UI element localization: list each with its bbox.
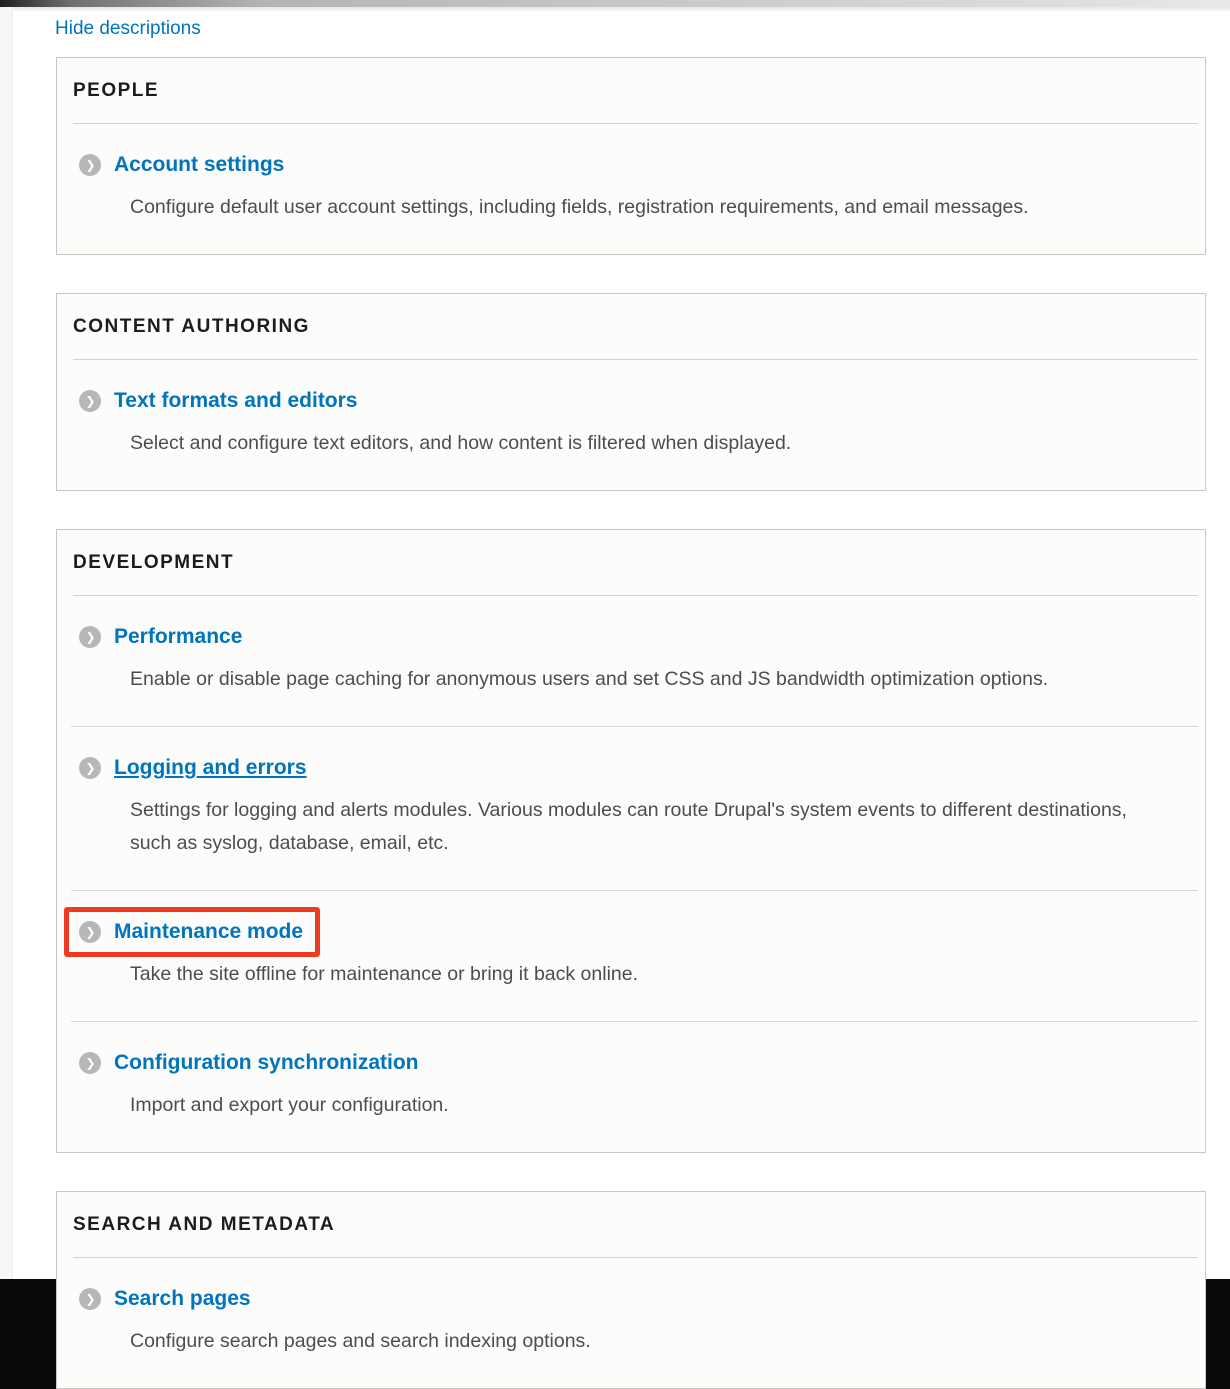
performance-link[interactable]: Performance	[114, 625, 243, 648]
item-description: Configure default user account settings, including fields, registration requirements, and email messages.	[130, 196, 1029, 218]
config-item-performance	[57, 596, 1205, 726]
item-description: Settings for logging and alerts modules. Various modules can route Drupal's system events to different destinations, such as syslog, database, email, etc.	[130, 799, 1127, 854]
text-formats-and-editors-link[interactable]: Text formats and editors	[114, 389, 358, 412]
section-panel-content-authoring	[56, 293, 1206, 491]
chevron-right-icon: ❯	[79, 1288, 101, 1310]
chevron-right-icon: ❯	[79, 757, 101, 779]
config-item-logging-and-errors	[57, 727, 1205, 890]
config-item-maintenance-mode	[57, 891, 1205, 1021]
section-title: SEARCH AND METADATA	[73, 1214, 336, 1235]
config-item-account-settings	[57, 124, 1205, 254]
account-settings-link[interactable]: Account settings	[114, 153, 285, 176]
item-description: Select and configure text editors, and how content is filtered when displayed.	[130, 432, 792, 454]
config-item-configuration-synchronization	[57, 1022, 1205, 1152]
item-description: Configure search pages and search indexing options.	[130, 1330, 591, 1352]
chevron-right-icon: ❯	[79, 1052, 101, 1074]
section-panel-development	[56, 529, 1206, 1153]
chevron-right-icon: ❯	[79, 390, 101, 412]
configuration-synchronization-link[interactable]: Configuration synchronization	[114, 1051, 419, 1074]
section-title: DEVELOPMENT	[73, 552, 235, 573]
hide-descriptions-link[interactable]: Hide descriptions	[55, 18, 201, 39]
section-title: PEOPLE	[73, 80, 160, 101]
section-title: CONTENT AUTHORING	[73, 316, 310, 337]
logging-and-errors-link[interactable]: Logging and errors	[114, 756, 307, 779]
section-panel-people	[56, 57, 1206, 255]
chevron-right-icon: ❯	[79, 626, 101, 648]
config-item-search-pages	[57, 1258, 1205, 1388]
maintenance-mode-link[interactable]: Maintenance mode	[114, 920, 304, 943]
item-description: Import and export your configuration.	[130, 1094, 449, 1116]
item-description: Take the site offline for maintenance or bring it back online.	[130, 963, 639, 985]
chevron-right-icon: ❯	[79, 921, 101, 943]
maintenance-mode-highlight-box	[64, 907, 320, 957]
config-item-text-formats	[57, 360, 1205, 490]
chevron-right-icon: ❯	[79, 154, 101, 176]
search-pages-link[interactable]: Search pages	[114, 1287, 251, 1310]
section-panel-search-and-metadata	[56, 1191, 1206, 1389]
toolbar-shadow-edge	[0, 0, 1230, 7]
item-description: Enable or disable page caching for anonymous users and set CSS and JS bandwidth optimization options.	[130, 668, 1049, 690]
